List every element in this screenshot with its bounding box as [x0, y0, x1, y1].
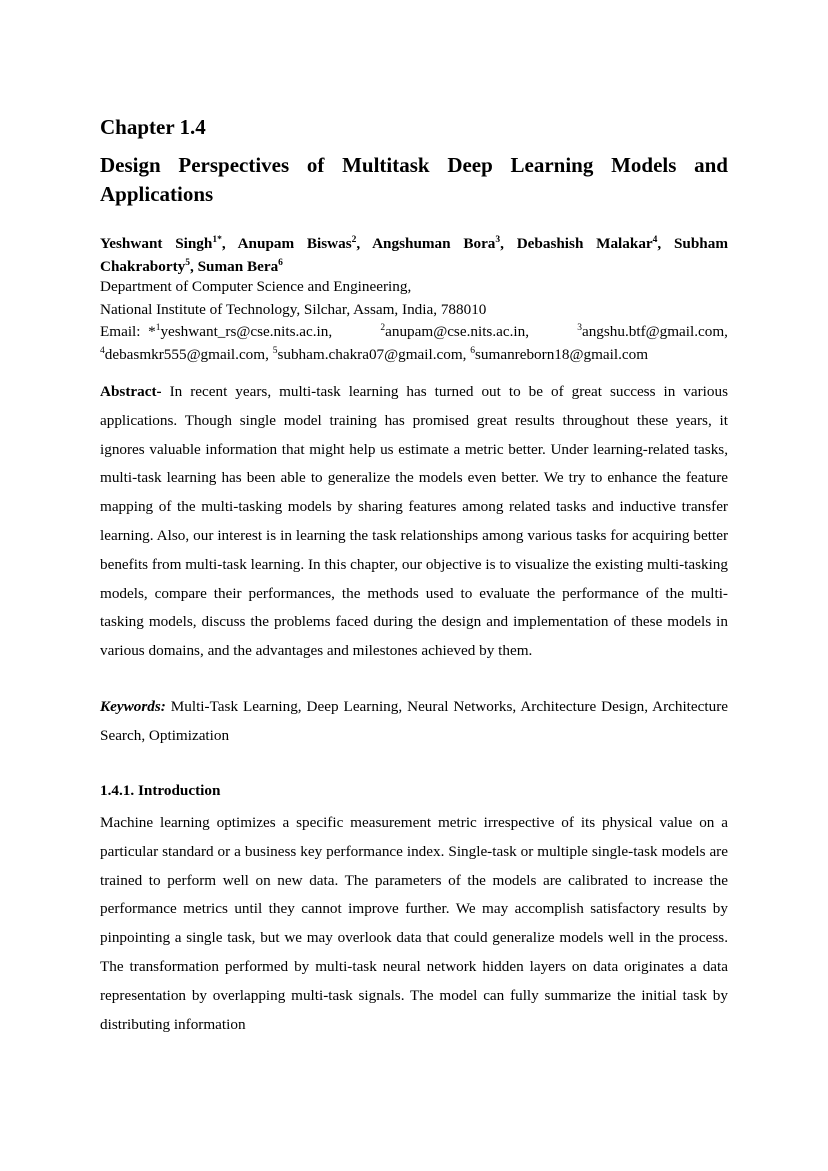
- email-address[interactable]: subham.chakra07@gmail.com,: [277, 345, 471, 363]
- author-affiliation-mark: 2: [351, 234, 357, 245]
- author-name: Angshuman Bora: [372, 235, 496, 252]
- author-affiliation-mark: 6: [278, 257, 283, 268]
- email-line-1: [100, 321, 728, 344]
- author: [517, 235, 674, 252]
- email-entry: [380, 321, 529, 344]
- author-affiliation-mark: 3: [495, 234, 501, 245]
- author-name: Debashish Malakar: [516, 235, 653, 252]
- author-list: [100, 232, 728, 278]
- author-affiliation-mark: 5: [185, 257, 190, 268]
- email-address[interactable]: anupam@cse.nits.ac.in,: [385, 323, 530, 340]
- author-affiliation-mark: 4: [652, 234, 658, 245]
- email-affiliation-mark: 2: [380, 322, 386, 333]
- abstract-text: In recent years, multi-task learning has turned out to be of great success in various applications. Though single model training has promised great results throughout these years, it ignores valuable information that might help us estimate a metric better. Under learning-related tasks, multi-task learning has been able to generalize the models even better. We try to enhance the feature mapping of the multi-tasking models by sharing features among related tasks and inductive transfer learning. Also, our interest is in learning the task relationships among various tasks for acquiring better benefits from multi-task learning. In this chapter, our objective is to visualize the existing multi-tasking models, compare their performances, the methods used to evaluate the performance of the multi-tasking models, discuss the problems faced during the design and implementation of these models in various domains, and the advantages and milestones achieved by them.: [100, 383, 728, 660]
- email-line-2: [100, 344, 728, 367]
- keywords-text: Multi-Task Learning, Deep Learning, Neural Networks, Architecture Design, Architecture Search, Optimization: [100, 698, 728, 744]
- institute: National Institute of Technology, Silchar, Assam, India, 788010: [100, 300, 487, 318]
- keywords-label: Keywords:: [100, 698, 166, 715]
- email-label: Email:: [100, 323, 141, 340]
- abstract: [100, 378, 728, 666]
- author-separator: ,: [189, 258, 198, 275]
- email-address[interactable]: yeshwant_rs@cse.nits.ac.in,: [160, 323, 333, 340]
- email-entry: [100, 321, 332, 344]
- author-affiliation-mark: 1*: [212, 234, 222, 245]
- abstract-label: Abstract-: [100, 383, 162, 400]
- email-address[interactable]: debasmkr555@gmail.com,: [104, 345, 273, 363]
- author: [198, 258, 283, 275]
- paper-title: Design Perspectives of Multitask Deep Learning Models and Applications: [100, 153, 728, 206]
- author: [238, 235, 373, 252]
- author: [100, 235, 238, 252]
- chapter-number: Chapter 1.4: [100, 115, 206, 139]
- author-name: Yeshwant Singh: [100, 235, 213, 252]
- author-separator: ,: [657, 235, 674, 252]
- email-affiliation-mark: 4: [100, 345, 105, 356]
- keywords: [100, 693, 728, 751]
- section-heading: 1.4.1. Introduction: [100, 782, 221, 799]
- email-affiliation-mark: 3: [577, 322, 582, 333]
- department: Department of Computer Science and Engineering,: [100, 278, 412, 295]
- email-affiliation-mark: 1: [155, 322, 161, 333]
- email-address[interactable]: sumanreborn18@gmail.com: [475, 345, 649, 363]
- email-affiliation-mark: 6: [470, 345, 476, 356]
- author-name: Suman Bera: [197, 258, 279, 275]
- author-name: Anupam Biswas: [237, 235, 352, 252]
- corresponding-mark: *: [148, 323, 156, 340]
- email-address[interactable]: angshu.btf@gmail.com,: [581, 323, 728, 340]
- author-separator: ,: [500, 235, 517, 252]
- email-entry: [577, 321, 728, 344]
- author: [372, 235, 517, 252]
- author-separator: ,: [356, 235, 373, 252]
- introduction-text: Machine learning optimizes a specific measurement metric irrespective of its physical value on a particular standard or a business key performance index. Single-task or multiple single-task models are trained to perform well on new data. The parameters of the models are calibrated to increase the performance metrics until they cannot improve further. We may accomplish satisfactory results by pinpointing a single task, but we may overlook data that could generalize models well in the process. The transformation performed by multi-task neural network hidden layers on data originates a data representation by overlapping multi-task signals. The model can fully summarize the initial task by distributing information: [100, 814, 728, 1033]
- author-separator: ,: [221, 235, 238, 252]
- affiliation-block: [100, 276, 728, 366]
- author-name: Subham Chakraborty: [100, 235, 729, 275]
- email-affiliation-mark: 5: [272, 345, 278, 356]
